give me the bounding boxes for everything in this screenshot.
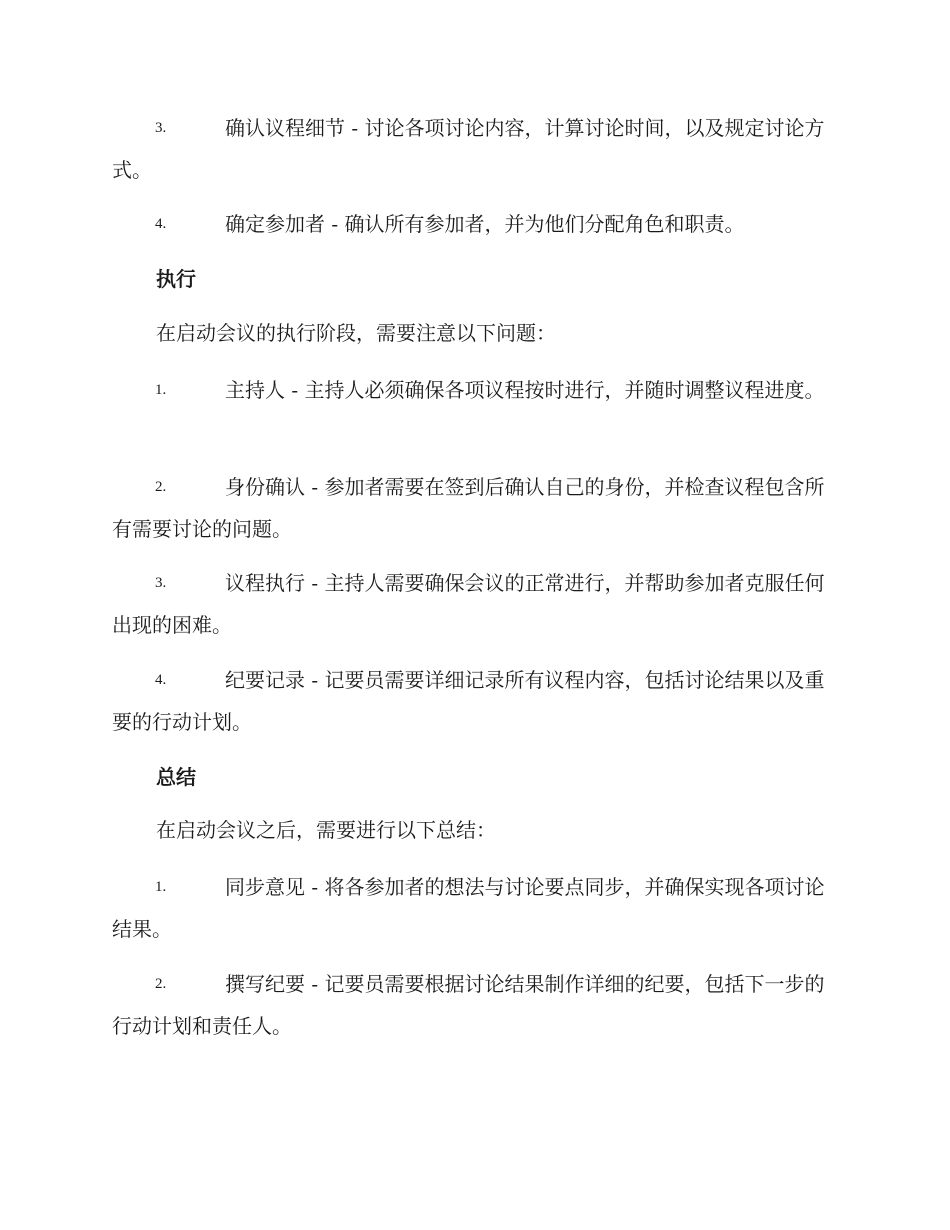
list-number: 3. (155, 120, 167, 136)
list-item (0, 369, 950, 411)
section-intro-summary: 在启动会议之后，需要进行以下总结： (156, 818, 496, 842)
list-item (0, 107, 950, 191)
section-intro-execution: 在启动会议的执行阶段，需要注意以下问题： (156, 321, 556, 345)
list-number: 4. (155, 216, 167, 232)
list-item (0, 866, 950, 950)
list-item-text: 撰写纪要 - 记要员需要根据讨论结果制作详细的纪要，包括下一步的行动计划和责任人。 (112, 972, 825, 1038)
section-heading-summary: 总结 (156, 765, 196, 789)
list-item-text: 确认议程细节 - 讨论各项讨论内容，计算讨论时间，以及规定讨论方式。 (112, 116, 825, 182)
list-number: 2. (155, 479, 167, 495)
list-number: 4. (155, 672, 167, 688)
list-item-text: 同步意见 - 将各参加者的想法与讨论要点同步，并确保实现各项讨论结果。 (112, 875, 825, 941)
list-item-text: 议程执行 - 主持人需要确保会议的正常进行，并帮助参加者克服任何出现的困难。 (112, 571, 825, 637)
list-number: 1. (155, 879, 167, 895)
list-item-text: 主持人 - 主持人必须确保各项议程按时进行，并随时调整议程进度。 (225, 378, 825, 402)
list-item-text: 确定参加者 - 确认所有参加者，并为他们分配角色和职责。 (225, 212, 745, 236)
list-item (0, 659, 950, 743)
list-item-text: 纪要记录 - 记要员需要详细记录所有议程内容，包括讨论结果以及重要的行动计划。 (112, 668, 825, 734)
list-number: 1. (155, 382, 167, 398)
section-heading-execution: 执行 (156, 267, 196, 291)
list-item-text: 身份确认 - 参加者需要在签到后确认自己的身份，并检查议程包含所有需要讨论的问题。 (112, 475, 825, 541)
list-item (0, 466, 950, 550)
list-number: 3. (155, 575, 167, 591)
list-item (0, 963, 950, 1047)
list-item (0, 562, 950, 646)
list-item (0, 203, 950, 245)
list-number: 2. (155, 976, 167, 992)
